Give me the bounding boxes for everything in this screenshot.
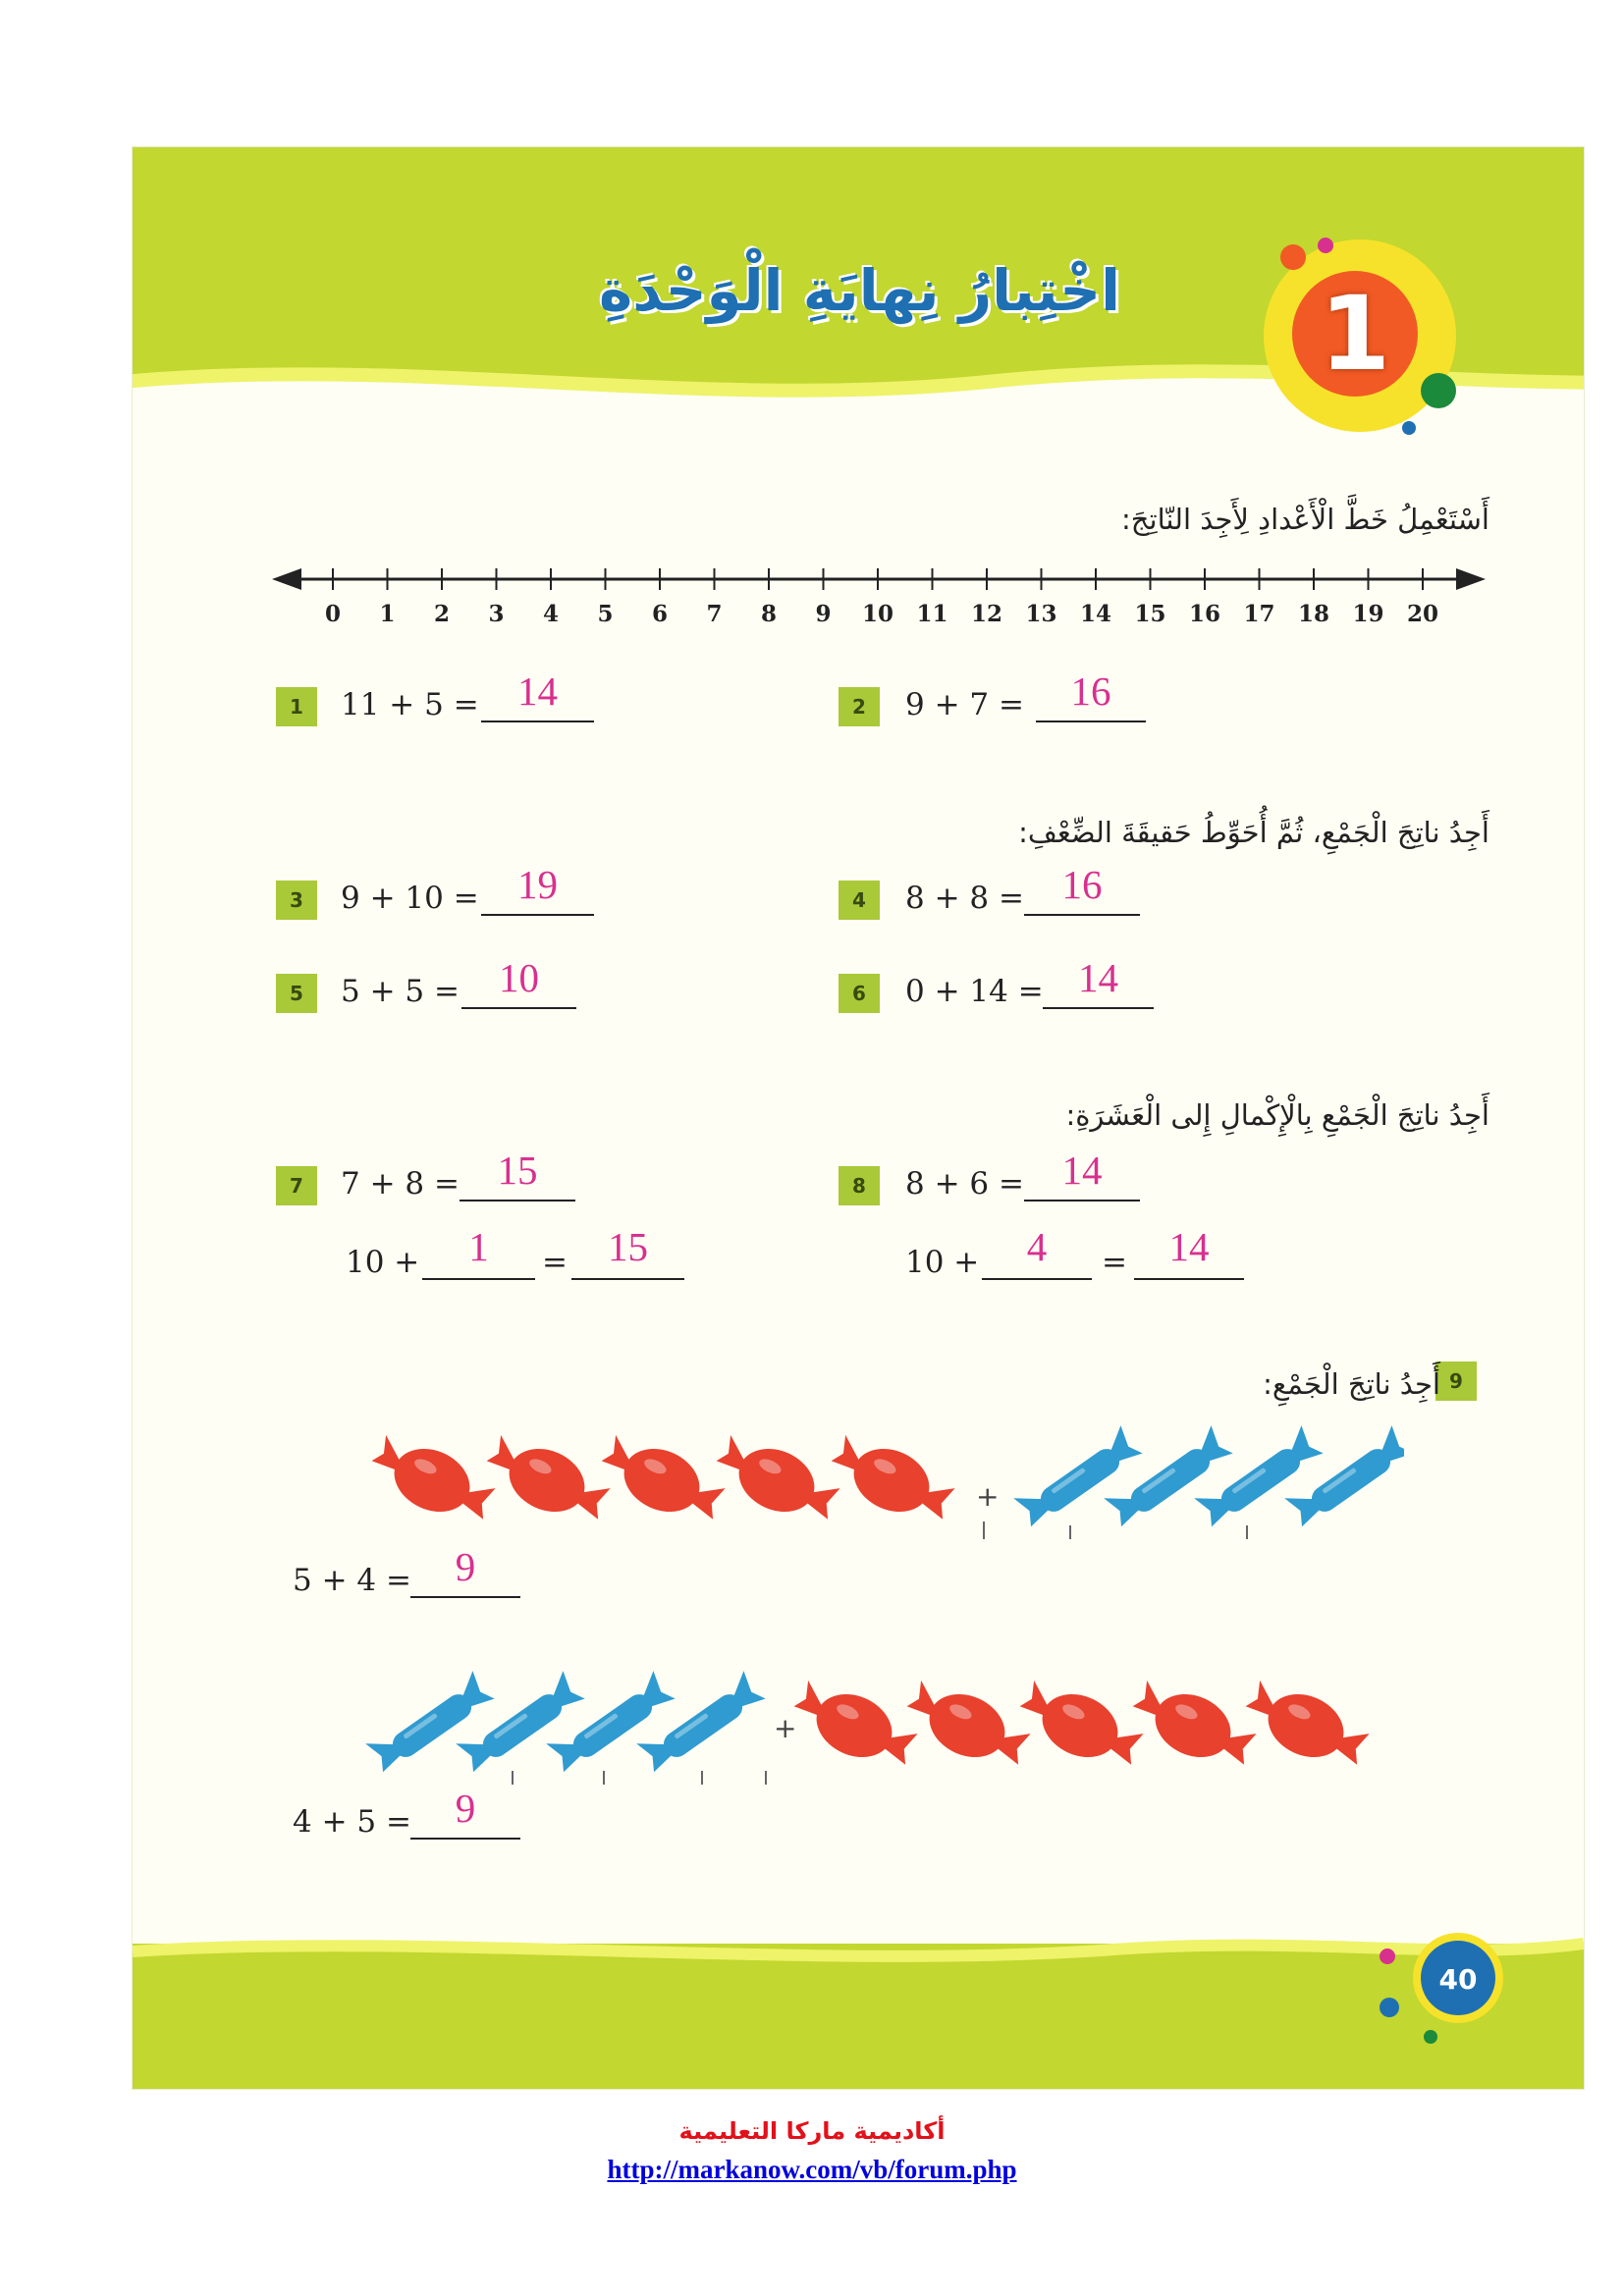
red-candy-icon bbox=[1236, 1673, 1375, 1779]
answer-blank bbox=[481, 721, 594, 722]
answer-value: 9 bbox=[455, 1786, 476, 1831]
answer-value: 14 bbox=[1061, 1148, 1103, 1193]
number-line-label: 13 bbox=[1025, 601, 1057, 627]
answer-value: 19 bbox=[517, 862, 558, 907]
candy-illustration-row-1 bbox=[363, 1423, 1404, 1551]
number-line-label: 12 bbox=[970, 601, 1003, 627]
result-value: 14 bbox=[1168, 1224, 1210, 1269]
answer-value: 16 bbox=[1070, 668, 1111, 714]
plus-sign: + bbox=[774, 1712, 797, 1744]
instruction-doubles: أَجِدُ ناتِجَ الْجَمْعِ، ثُمَّ أُحَوِّطُ حَقيقَةَ الضِّعْفِ: bbox=[1018, 816, 1489, 849]
red-candy-icon bbox=[707, 1427, 845, 1533]
result-blank bbox=[1134, 1278, 1244, 1280]
question-number-badge: 2 bbox=[839, 687, 880, 726]
number-line-label: 4 bbox=[542, 601, 560, 627]
number-line-label: 15 bbox=[1134, 601, 1166, 627]
equation: 5 + 5 = bbox=[341, 974, 460, 1009]
number-line-label: 14 bbox=[1079, 601, 1112, 627]
answer-blank bbox=[460, 1200, 575, 1201]
instruction-find-sum: أَجِدُ ناتِجَ الْجَمْعِ: bbox=[1263, 1367, 1440, 1401]
equals-sign: = bbox=[542, 1245, 568, 1280]
red-candy-icon bbox=[897, 1673, 1036, 1779]
unit-number-badge bbox=[1242, 218, 1478, 454]
unit-number: 1 bbox=[1319, 274, 1391, 394]
red-candy-icon bbox=[592, 1427, 731, 1533]
number-line-label: 19 bbox=[1352, 601, 1384, 627]
page-title: اخْتِبارُ نِهايَةِ الْوَحْدَةِ bbox=[599, 257, 1120, 324]
number-line-label: 18 bbox=[1297, 601, 1330, 627]
result-blank bbox=[571, 1278, 684, 1280]
equation: 11 + 5 = bbox=[341, 687, 479, 722]
equation: 7 + 8 = bbox=[341, 1166, 460, 1201]
red-candy-icon bbox=[363, 1427, 502, 1533]
question-number-badge: 6 bbox=[839, 974, 880, 1013]
question-number-badge: 5 bbox=[276, 974, 317, 1013]
red-candy-icon bbox=[1010, 1673, 1149, 1779]
answer-blank bbox=[1024, 914, 1140, 916]
page-number: 40 bbox=[1438, 1963, 1478, 1996]
equation: 4 + 5 = bbox=[293, 1804, 411, 1840]
red-candy-icon bbox=[1123, 1673, 1262, 1779]
equation: 8 + 8 = bbox=[905, 881, 1024, 916]
number-line-label: 6 bbox=[651, 601, 669, 627]
equation: 0 + 14 = bbox=[905, 974, 1044, 1009]
question-number-badge: 8 bbox=[839, 1166, 880, 1205]
equation: 9 + 10 = bbox=[341, 881, 479, 916]
addend-blank bbox=[422, 1278, 535, 1280]
plus-sign: + bbox=[976, 1480, 1000, 1513]
equation: 9 + 7 = bbox=[905, 687, 1024, 722]
number-line-label: 0 bbox=[324, 601, 342, 627]
addend-value: 4 bbox=[1026, 1224, 1048, 1269]
number-line-label: 7 bbox=[706, 601, 723, 627]
question-number-badge: 3 bbox=[276, 881, 317, 920]
equation: 5 + 4 = bbox=[293, 1563, 411, 1598]
answer-value: 14 bbox=[1078, 955, 1118, 1000]
addend-value: 1 bbox=[468, 1224, 489, 1269]
instruction-make-ten: أَجِدُ ناتِجَ الْجَمْعِ بِالْإِكْمالِ إِلى الْعَشَرَةِ: bbox=[1065, 1098, 1489, 1132]
number-line-label: 1 bbox=[379, 601, 396, 627]
question-number-badge: 7 bbox=[276, 1166, 317, 1205]
answer-blank bbox=[1036, 721, 1146, 722]
answer-blank bbox=[481, 914, 594, 916]
make-ten-prefix: 10 + bbox=[905, 1245, 980, 1280]
right-arrow-icon bbox=[1456, 568, 1486, 590]
answer-value: 15 bbox=[497, 1148, 538, 1193]
answer-value: 14 bbox=[517, 668, 558, 714]
number-line-label: 5 bbox=[597, 601, 614, 627]
answer-blank bbox=[1024, 1200, 1140, 1201]
footer-forum-link[interactable]: http://markanow.com/vb/forum.php bbox=[607, 2155, 1017, 2184]
number-line bbox=[270, 555, 1488, 633]
result-value: 15 bbox=[608, 1224, 648, 1269]
number-line-label: 16 bbox=[1188, 601, 1221, 627]
answer-blank bbox=[1043, 1007, 1154, 1009]
number-line-label: 3 bbox=[488, 601, 505, 627]
addend-blank bbox=[982, 1278, 1092, 1280]
number-line-label: 10 bbox=[861, 601, 894, 627]
equation: 8 + 6 = bbox=[905, 1166, 1024, 1201]
answer-value: 16 bbox=[1061, 862, 1103, 907]
red-candy-icon bbox=[822, 1427, 960, 1533]
answer-blank bbox=[461, 1007, 576, 1009]
question-number-badge: 4 bbox=[839, 881, 880, 920]
number-line-label: 9 bbox=[815, 601, 832, 627]
footer-academy-name: أكاديمية ماركا التعليمية bbox=[678, 2117, 946, 2145]
instruction-number-line: أَسْتَعْمِلُ خَطَّ الْأَعْدادِ لِأَجِدَ النّاتِجَ: bbox=[1121, 503, 1489, 536]
equals-sign: = bbox=[1102, 1245, 1127, 1280]
question-number-badge: 9 bbox=[1435, 1362, 1477, 1401]
number-line-label: 17 bbox=[1243, 601, 1275, 627]
number-line-label: 2 bbox=[433, 601, 451, 627]
make-ten-prefix: 10 + bbox=[346, 1245, 420, 1280]
left-arrow-icon bbox=[272, 568, 301, 590]
number-line-label: 20 bbox=[1406, 601, 1439, 627]
candy-illustration-row-2 bbox=[353, 1669, 1404, 1796]
red-candy-icon bbox=[477, 1427, 616, 1533]
answer-blank bbox=[410, 1596, 520, 1598]
number-line-label: 11 bbox=[916, 601, 948, 627]
answer-blank bbox=[410, 1838, 520, 1840]
question-number-badge: 1 bbox=[276, 687, 317, 726]
answer-value: 10 bbox=[499, 955, 539, 1000]
number-line-label: 8 bbox=[760, 601, 778, 627]
answer-value: 9 bbox=[455, 1544, 476, 1589]
red-candy-icon bbox=[785, 1673, 923, 1779]
